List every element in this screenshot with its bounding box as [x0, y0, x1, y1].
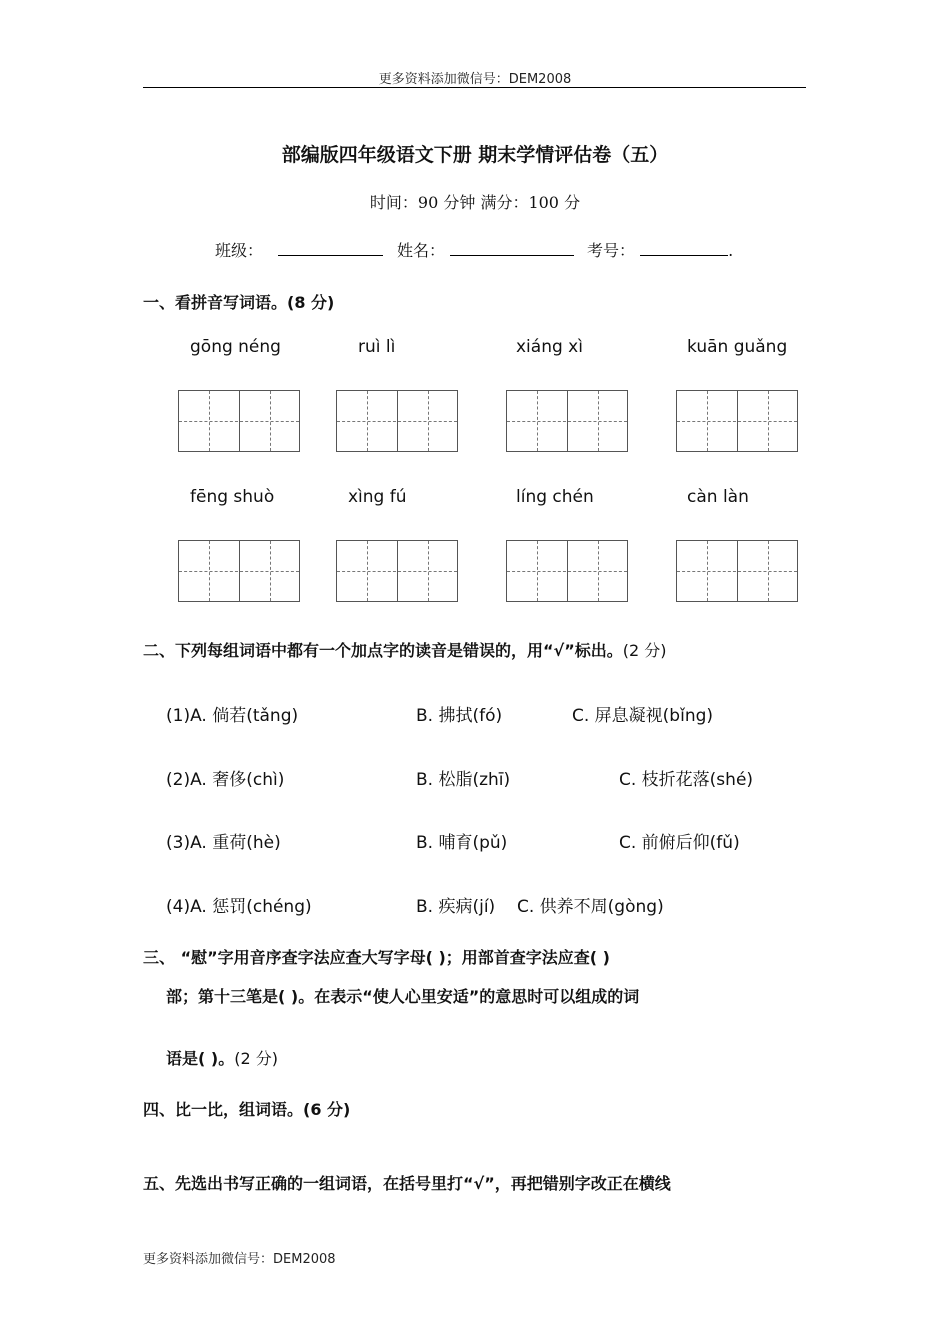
q1-title-text: 一、看拼音写词语。 [143, 293, 288, 312]
writing-grid-3[interactable] [506, 390, 628, 452]
q2-4-b[interactable]: B. 疾病(jí) [416, 897, 496, 917]
pinyin-8: càn làn [687, 487, 749, 507]
pinyin-6: xìng fú [348, 487, 407, 507]
q1-title [143, 290, 334, 313]
q3-score: (2 分) [234, 1049, 278, 1068]
pinyin-3: xiáng xì [516, 337, 583, 357]
q3-line-3 [166, 1046, 278, 1069]
pinyin-5: fēng shuò [190, 487, 275, 507]
header-rule [143, 87, 806, 88]
q2-score: (2 分) [622, 641, 667, 660]
q2-1-a[interactable]: (1)A. 倘若(tǎng) [166, 706, 299, 726]
q2-3-b[interactable]: B. 哺育(pǔ) [416, 833, 508, 853]
writing-grid-2[interactable] [336, 390, 458, 452]
writing-grid-8[interactable] [676, 540, 798, 602]
number-blank[interactable] [640, 241, 728, 256]
q2-3-a[interactable]: (3)A. 重荷(hè) [166, 833, 281, 853]
writing-grid-1[interactable] [178, 390, 300, 452]
number-end: . [728, 241, 734, 260]
exam-title: 部编版四年级语文下册 期末学情评估卷（五） [281, 144, 669, 166]
q2-2-a[interactable]: (2)A. 奢侈(chì) [166, 770, 285, 790]
class-label: 班级： [215, 241, 264, 260]
q2-title-text: 二、下列每组词语中都有一个加点字的读音是错误的，用“√”标出。 [143, 641, 623, 660]
q2-2-b[interactable]: B. 松脂(zhī) [416, 770, 511, 790]
writing-grid-4[interactable] [676, 390, 798, 452]
q3-line-2: 部；第十三笔是( )。在表示“使人心里安适”的意思时可以组成的词 [166, 987, 640, 1006]
writing-grid-5[interactable] [178, 540, 300, 602]
q2-1-b[interactable]: B. 拂拭(fó) [416, 706, 503, 726]
pinyin-1: gōng néng [190, 337, 281, 357]
class-blank[interactable] [278, 241, 383, 256]
writing-grid-7[interactable] [506, 540, 628, 602]
q2-2-c[interactable]: C. 枝折花落(shé) [619, 770, 754, 790]
q2-4-c[interactable]: C. 供养不周(gòng) [517, 897, 664, 917]
q3-line-1: 三、 “慰”字用音序查字法应查大写字母( )；用部首查字法应查( ) [143, 948, 610, 967]
q4-score: (6 分) [303, 1100, 351, 1119]
name-blank[interactable] [450, 241, 574, 256]
pinyin-4: kuān guǎng [687, 337, 788, 357]
writing-grid-6[interactable] [336, 540, 458, 602]
q4-title-text: 四、比一比，组词语。 [143, 1100, 304, 1119]
q2-title [143, 638, 666, 661]
q2-4-a[interactable]: (4)A. 惩罚(chéng) [166, 897, 312, 917]
q5-title: 五、先选出书写正确的一组词语，在括号里打“√”，再把错别字改正在横线 [143, 1174, 671, 1193]
page-header: 更多资料添加微信号：DEM2008 [378, 72, 572, 87]
q4-title [143, 1097, 350, 1120]
pinyin-7: líng chén [516, 487, 594, 507]
pinyin-2: ruì lì [358, 337, 396, 357]
q1-score: (8 分) [287, 293, 335, 312]
name-label: 姓名： [397, 241, 446, 260]
class-field [215, 238, 383, 261]
number-field [587, 238, 733, 261]
time-info: 时间：90 分钟 满分：100 分 [369, 193, 581, 212]
q2-3-c[interactable]: C. 前俯后仰(fǔ) [619, 833, 740, 853]
q2-1-c[interactable]: C. 屏息凝视(bǐng) [572, 706, 714, 726]
q3-line-3-text: 语是( )。 [166, 1049, 235, 1068]
page-footer: 更多资料添加微信号：DEM2008 [143, 1252, 336, 1267]
name-field [397, 238, 574, 261]
number-label: 考号： [587, 241, 636, 260]
